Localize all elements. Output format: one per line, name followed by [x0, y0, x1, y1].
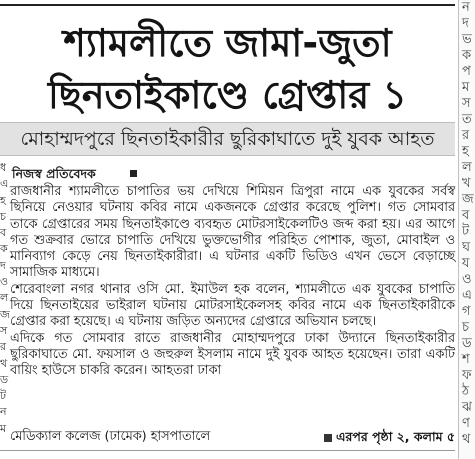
right-fragment-char: খ — [462, 176, 471, 191]
left-fragment-char: ন — [0, 405, 7, 419]
left-fragment-char: ধ — [0, 161, 7, 174]
right-fragment-char: ণ — [462, 416, 470, 431]
right-fragment-char: ড — [462, 336, 472, 351]
right-fragment-char: য — [462, 256, 470, 271]
right-fragment-char: র — [462, 128, 470, 143]
headline-line-1: শ্যামলীতে জামা-জুতা — [63, 21, 392, 65]
jump-reference — [324, 428, 455, 445]
left-fragment-char: ব — [0, 226, 7, 240]
square-bullet-icon — [324, 434, 332, 442]
left-adjacent-column-fragment — [0, 160, 10, 450]
right-adjacent-column-fragment — [458, 0, 475, 459]
subheadline-band — [0, 122, 455, 156]
article-paragraph-2: শেরেবাংলা নগর থানার ওসি মো. ইমাউল হক বলেন, শ্যামলীতে এক যুবকের চাপাতি দিয়ে ছিনতাইয়ের ভাইরাল ঘটনায় মোটরসাইকেলসহ কবির নামে এক ছিনতাইকারীকে গ্রেপ্তার করা হয়েছে। এ ঘটনায় জড়িত অন্যদের গ্রেপ্তারে অভিযান চলছে। — [10, 281, 455, 330]
left-fragment-char: ক — [0, 242, 8, 256]
jump-reference-label: এরপর পৃষ্ঠা ২, কলাম ৫ — [335, 429, 455, 444]
continuation-last-line: মেডিক্যাল কলেজ (ঢামেক) হাসপাতালে — [10, 429, 210, 444]
right-fragment-char: হ — [462, 144, 469, 159]
right-fragment-char: দ — [462, 16, 469, 31]
right-fragment-char: ম — [462, 80, 470, 95]
right-fragment-char: ট — [462, 224, 470, 239]
right-fragment-char: জ — [462, 192, 474, 207]
byline: নিজস্ব প্রতিবেদক — [12, 166, 96, 181]
left-fragment-char: জ — [0, 307, 10, 321]
continuation-row — [10, 428, 455, 446]
right-fragment-char: ব — [462, 208, 470, 223]
right-fragment-char: ঘ — [462, 240, 471, 255]
left-fragment-char: ড — [0, 372, 9, 386]
left-fragment-char: এ — [0, 177, 9, 191]
right-fragment-char: ঠ — [462, 384, 469, 399]
right-fragment-char: ও — [462, 272, 472, 287]
left-fragment-char: ও — [0, 275, 9, 289]
article-paragraph-3: এদিকে গত সোমবার রাতে রাজধানীর মোহাম্মদপুরে ঢাকা উদ্যানে ছিনতাইকারীর ছুরিকাঘাতে মো. ফয়সাল ও জহুরুল ইসলাম নামে দুই যুবক আহত হয়েছেন। তারা একটি বায়িং হাউসে চাকরি করেন। আহতরা ঢাকা — [10, 330, 455, 379]
right-fragment-char: শ — [462, 352, 470, 367]
right-fragment-char: প — [462, 64, 471, 79]
right-fragment-char: স — [462, 96, 471, 111]
right-fragment-char: ভ — [462, 32, 472, 47]
right-fragment-char: ঝ — [462, 400, 472, 415]
right-fragment-char: থ — [462, 432, 471, 447]
article-body — [10, 184, 455, 380]
left-fragment-char: হ — [0, 193, 6, 207]
left-fragment-char: থ — [0, 356, 8, 370]
right-fragment-char: এ — [462, 288, 472, 303]
headline-line-2: ছিনতাইকাণ্ডে গ্রেপ্তার ১ — [47, 73, 408, 117]
right-fragment-char: চ — [462, 320, 470, 335]
left-fragment-char: র — [0, 340, 7, 354]
left-fragment-char: স — [0, 323, 8, 337]
left-fragment-char: চ — [0, 209, 6, 223]
bottom-rule — [0, 450, 455, 451]
right-fragment-char: ত — [462, 112, 472, 127]
left-fragment-char: ল — [0, 291, 9, 305]
left-fragment-char: ম — [0, 421, 7, 435]
byline-bullet-icon — [130, 170, 137, 177]
right-fragment-char: ফ — [462, 368, 472, 383]
subheadline: মোহাম্মদপুরে ছিনতাইকারীর ছুরিকাঘাতে দুই যুবক আহত — [20, 128, 435, 150]
right-fragment-char: ন — [462, 0, 470, 15]
right-fragment-char: ক — [462, 48, 472, 63]
right-fragment-char: ল — [462, 160, 472, 175]
article-paragraph-1: রাজধানীর শ্যামলীতে চাপাতির ভয় দেখিয়ে শিমিয়ন ত্রিপুরা নামে এক যুবকের সর্বস্ব ছিনিয়ে নেওয়ার ঘটনায় কবির নামে একজনকে গ্রেপ্তার করেছে পুলিশ। গত সোমবার তাকে গ্রেপ্তারের সময় ছিনতাইকাণ্ডে ব্যবহৃত মোটরসাইকেলটিও জব্দ করা হয়। এর আগে গত শুক্রবার ভোরে চাপাতি দেখিয়ে ভুক্তভোগীর পরিহিত পোশাক, জুতা, মোবাইল ও মানিব্যাগ কেড়ে নেয় ছিনতাইকারীরা। এ ঘটনার একটি ভিডিও এখন ভেসে বেড়াচ্ছে সামাজিক মাধ্যমে। — [10, 184, 455, 281]
right-fragment-char: গ — [462, 304, 471, 319]
top-rule — [0, 4, 455, 6]
left-fragment-char: ট — [0, 389, 6, 403]
left-fragment-char: দ — [0, 258, 6, 272]
